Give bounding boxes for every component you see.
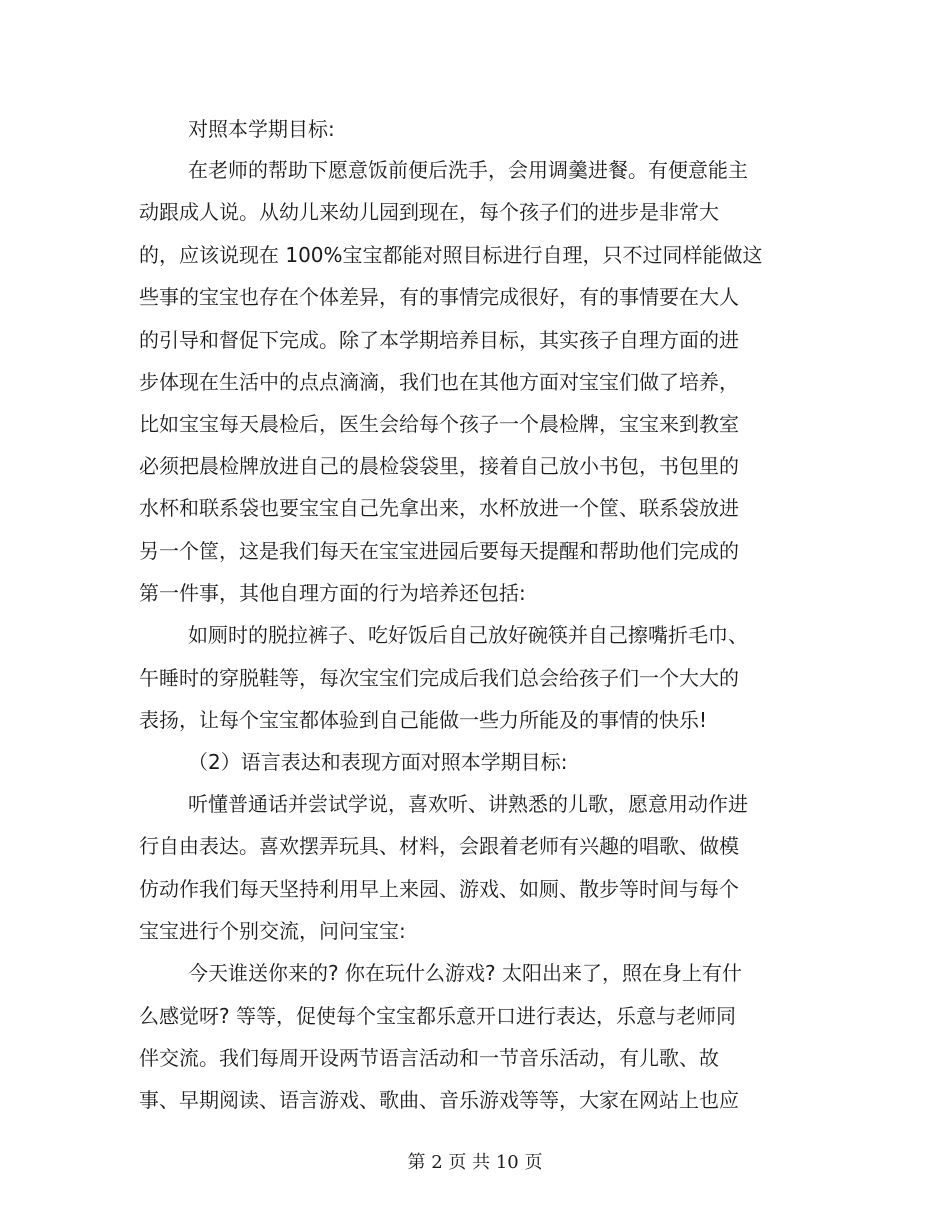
page-number-footer: 第 2 页 共 10 页 bbox=[407, 1152, 543, 1173]
text-line: 在老师的帮助下愿意饭前便后洗手，会用调羹进餐。有便意能主 bbox=[188, 158, 748, 182]
text-line: 今天谁送你来的? 你在玩什么游戏? 太阳出来了，照在身上有什 bbox=[188, 961, 742, 985]
text-line: 宝宝进行个别交流，问问宝宝: bbox=[139, 919, 406, 943]
text-line: 么感觉呀? 等等，促使每个宝宝都乐意开口进行表达，乐意与老师同 bbox=[139, 1004, 736, 1028]
text-line: 听懂普通话并尝试学说，喜欢听、讲熟悉的儿歌，愿意用动作进 bbox=[188, 792, 748, 816]
text-line: 伴交流。我们每周开设两节语言活动和一节音乐活动，有儿歌、故 bbox=[139, 1046, 719, 1070]
text-line: 的引导和督促下完成。除了本学期培养目标，其实孩子自理方面的进 bbox=[139, 328, 739, 352]
section-heading: （2）语言表达和表现方面对照本学期目标: bbox=[188, 750, 568, 774]
text-line: 如厕时的脱拉裤子、吃好饭后自己放好碗筷并自己擦嘴折毛巾、 bbox=[188, 623, 748, 647]
text-line: 另一个筐，这是我们每天在宝宝进园后要每天提醒和帮助他们完成的 bbox=[139, 539, 739, 563]
text-line: 的，应该说现在 100%宝宝都能对照目标进行自理，只不过同样能做这 bbox=[139, 243, 763, 267]
text-line: 水杯和联系袋也要宝宝自己先拿出来，水杯放进一个筐、联系袋放进 bbox=[139, 496, 739, 520]
text-line: 行自由表达。喜欢摆弄玩具、材料，会跟着老师有兴趣的唱歌、做模 bbox=[139, 834, 739, 858]
text-line: 些事的宝宝也存在个体差异，有的事情完成很好，有的事情要在大人 bbox=[139, 285, 739, 309]
text-line: 仿动作我们每天坚持利用早上来园、游戏、如厕、散步等时间与每个 bbox=[139, 877, 739, 901]
text-line: 动跟成人说。从幼儿来幼儿园到现在，每个孩子们的进步是非常大 bbox=[139, 200, 719, 224]
text-line: 午睡时的穿脱鞋等，每次宝宝们完成后我们总会给孩子们一个大大的 bbox=[139, 666, 739, 690]
text-line: 必须把晨检牌放进自己的晨检袋袋里，接着自己放小书包，书包里的 bbox=[139, 454, 739, 478]
text-line: 对照本学期目标: bbox=[188, 117, 335, 141]
text-line: 表扬，让每个宝宝都体验到自己能做一些力所能及的事情的快乐! bbox=[139, 708, 708, 732]
text-line: 比如宝宝每天晨检后，医生会给每个孩子一个晨检牌，宝宝来到教室 bbox=[139, 412, 739, 436]
text-line: 步体现在生活中的点点滴滴，我们也在其他方面对宝宝们做了培养， bbox=[139, 370, 739, 394]
text-line: 第一件事，其他自理方面的行为培养还包括: bbox=[139, 581, 526, 605]
text-line: 事、早期阅读、语言游戏、歌曲、音乐游戏等等，大家在网站上也应 bbox=[139, 1088, 739, 1112]
